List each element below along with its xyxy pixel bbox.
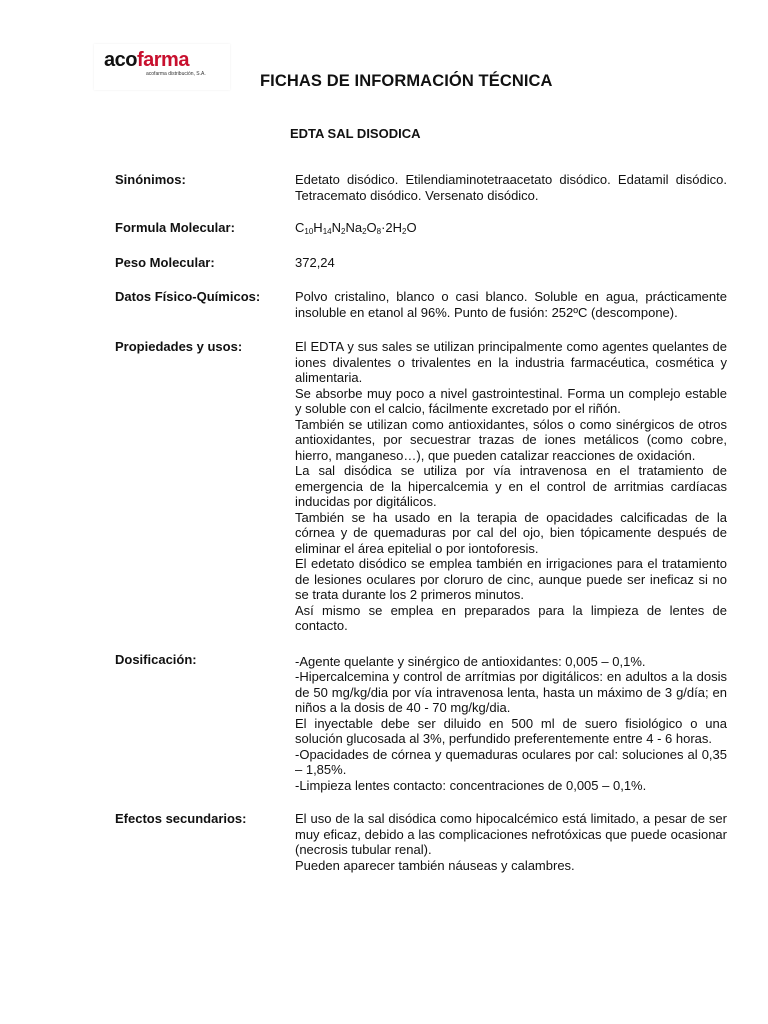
value-efectos xyxy=(295,811,727,873)
label-peso: Peso Molecular: xyxy=(115,254,215,270)
label-dosificacion: Dosificación: xyxy=(115,651,197,667)
logo-wordmark xyxy=(104,49,189,71)
propiedades-paragraph: También se ha usado en la terapia de opacidades calcificadas de la córnea y de quemaduras por cal del ojo, bien tópicamente después de eliminar el área epitelial o por iontoforesis. xyxy=(295,509,727,556)
value-dosificacion xyxy=(295,652,727,794)
row-sinonimos xyxy=(115,172,727,203)
row-dosificacion xyxy=(115,652,727,794)
formula-n-count: 2 xyxy=(340,227,346,236)
propiedades-paragraph: La sal disódica se utiliza por vía intravenosa en el tratamiento de emergencia de la hipercalcemia y en el control de arritmias cardíacas inducidas por digitálicos. xyxy=(295,463,727,509)
sinonimos-text: Edetato disódico. Etilendiaminotetraacetato disódico. Edatamil disódico. Tetracemato disódico. Versenato disódico. xyxy=(295,172,727,203)
logo-word-farma: farma xyxy=(136,49,189,71)
header-title: FICHAS DE INFORMACIÓN TÉCNICA xyxy=(260,72,553,90)
formula-na: Na xyxy=(345,220,363,235)
label-datos: Datos Físico-Químicos: xyxy=(115,289,261,304)
formula-o: O xyxy=(366,220,377,235)
datos-text: Polvo cristalino, blanco o casi blanco. Soluble en agua, prácticamente insoluble en etanol al 96%. Punto de fusión: 252ºC (descompone). xyxy=(295,289,727,320)
label-sinonimos: Sinónimos: xyxy=(115,172,186,187)
formula-water-o: O xyxy=(406,220,417,235)
formula-h-count: 14 xyxy=(322,227,332,236)
value-peso xyxy=(295,255,727,271)
row-efectos xyxy=(115,811,727,873)
value-sinonimos xyxy=(295,172,727,203)
propiedades-paragraph: También se utilizan como antioxidantes, sólos o como sinérgicos de otros antioxidantes, por secuestrar trazas de iones metálicos (como cobre, hierro, manganeso…), que pueden catalizar reacciones de oxidación. xyxy=(295,416,727,463)
document-title: EDTA SAL DISODICA xyxy=(290,126,421,141)
row-datos xyxy=(115,289,727,320)
value-formula xyxy=(295,220,727,236)
dosificacion-paragraph: -Agente quelante y sinérgico de antioxidantes: 0,005 – 0,1%. xyxy=(295,653,646,669)
efectos-paragraph: Pueden aparecer también náuseas y calambres. xyxy=(295,857,575,873)
dosificacion-paragraph: -Opacidades de córnea y quemaduras oculares por cal: soluciones al 0,35 – 1,85%. xyxy=(295,746,727,777)
formula-water-h-count: 2 xyxy=(402,227,407,236)
label-formula: Formula Molecular: xyxy=(115,220,235,235)
formula-c-count: 10 xyxy=(304,227,314,236)
value-propiedades xyxy=(295,339,727,634)
formula-h: H xyxy=(313,220,323,235)
propiedades-paragraph: Se absorbe muy poco a nivel gastrointestinal. Forma un complejo estable y soluble con el calcio, fácilmente excretado por el riñón. xyxy=(295,385,727,416)
label-propiedades: Propiedades y usos: xyxy=(115,339,243,354)
efectos-paragraph: El uso de la sal disódica como hipocalcémico está limitado, a pesar de ser muy eficaz, debido a las complicaciones nefrotóxicas que puede ocasionar (necrosis tubular renal). xyxy=(295,811,727,857)
label-efectos: Efectos secundarios: xyxy=(115,811,247,826)
propiedades-paragraph: El edetato disódico se emplea también en irrigaciones para el tratamiento de lesiones oculares por cloruro de cinc, aunque puede ser ineficaz si no se trata durante los 2 primeros minutos. xyxy=(295,556,727,602)
logo-tagline: acofarma distribución, S.A. xyxy=(146,71,206,77)
formula-o-count: 8 xyxy=(376,227,382,236)
formula-water: ·2H xyxy=(381,220,403,235)
value-datos xyxy=(295,289,727,320)
logo-word-aco: aco xyxy=(104,49,137,71)
formula-na-count: 2 xyxy=(362,227,367,236)
formula-n: N xyxy=(331,220,341,235)
propiedades-paragraph: Así mismo se emplea en preparados para la limpieza de lentes de contacto. xyxy=(295,602,727,633)
dosificacion-paragraph: El inyectable debe ser diluido en 500 ml de suero fisiológico o una solución glucosada al 3%, perfundido preferentemente entre 4 - 6 horas. xyxy=(295,715,727,746)
row-formula xyxy=(115,220,727,236)
row-propiedades xyxy=(115,339,727,634)
info-sections xyxy=(115,172,727,873)
row-peso xyxy=(115,255,727,271)
propiedades-paragraph: El EDTA y sus sales se utilizan principalmente como agentes quelantes de iones divalentes o trivalentes en la industria farmacéutica, cosmética y alimentaria. xyxy=(295,339,727,385)
company-logo xyxy=(94,44,230,90)
formula-c: C xyxy=(295,220,305,235)
dosificacion-paragraph: -Limpieza lentes contacto: concentraciones de 0,005 – 0,1%. xyxy=(295,777,647,793)
peso-text: 372,24 xyxy=(295,254,335,270)
dosificacion-paragraph: -Hipercalcemina y control de arrítmias por digitálicos: en adultos a la dosis de 50 mg/kg/dia por vía intravenosa lenta, hasta un máximo de 3 g/día; en niños a la dosis de 40 - 70 mg/kg/dia. xyxy=(295,669,727,715)
